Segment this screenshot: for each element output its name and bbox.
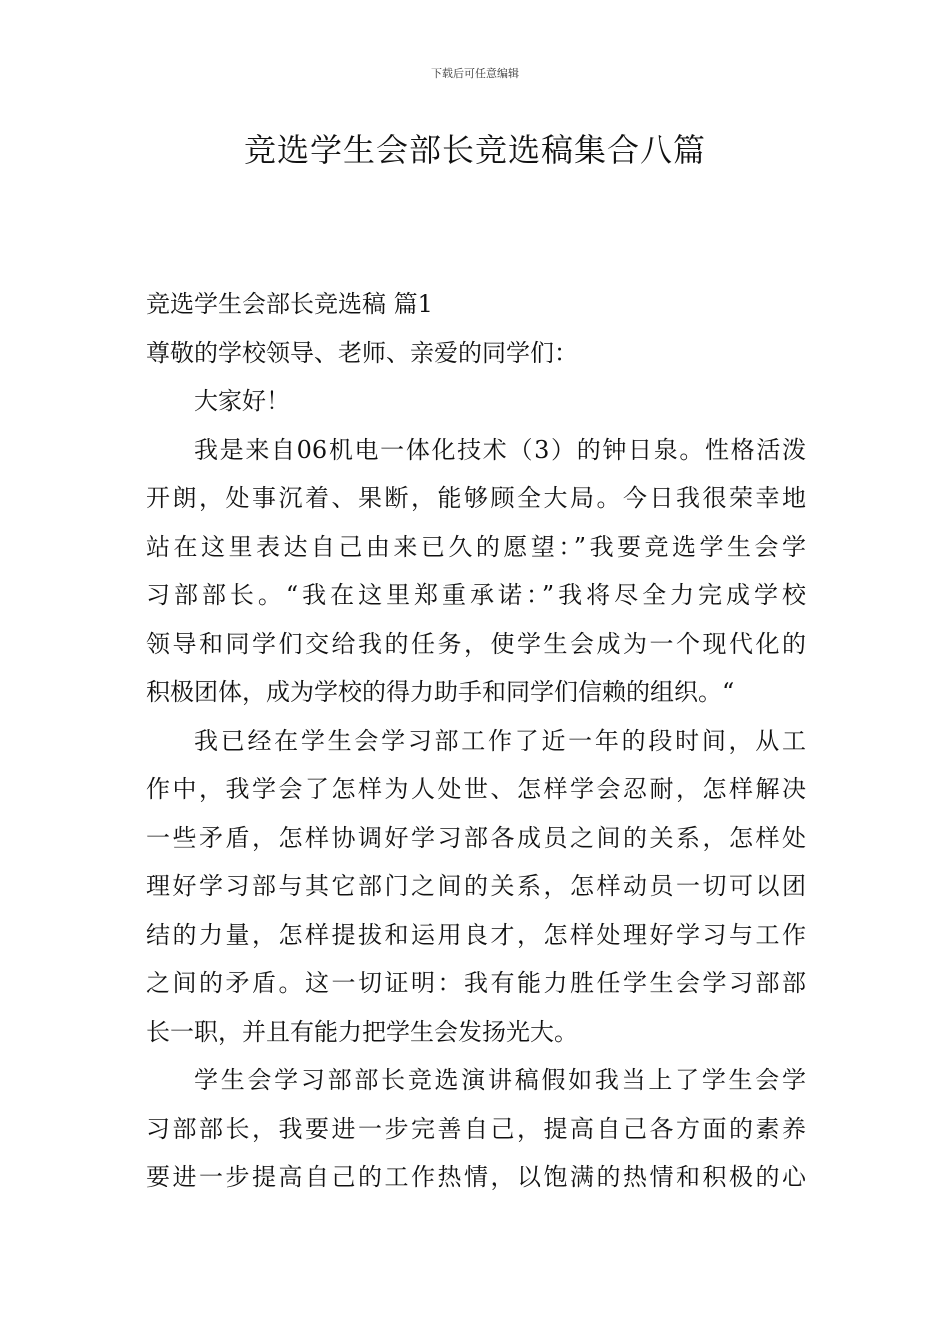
paragraph-line: 领导和同学们交给我的任务，使学生会成为一个现代化的	[146, 629, 806, 658]
paragraph-line: 结的力量，怎样提拔和运用良才，怎样处理好学习与工作	[146, 920, 806, 949]
paragraph-line: 理好学习部与其它部门之间的关系，怎样动员一切可以团	[146, 872, 806, 900]
document-title: 竞选学生会部长竞选稿集合八篇	[243, 131, 706, 169]
paragraph-line: 长一职，并且有能力把学生会发扬光大。	[146, 1017, 578, 1046]
paragraph-line: 习部部长。“我在这里郑重承诺：”我将尽全力完成学校	[146, 581, 806, 609]
document-body	[146, 280, 806, 1202]
paragraph-line: 我是来自06机电一体化技术（3）的钟日泉。性格活泼	[194, 435, 806, 464]
paragraph-line: 要进一步提高自己的工作热情，以饱满的热情和积极的心	[146, 1163, 806, 1191]
paragraph-line: 作中，我学会了怎样为人处世、怎样学会忍耐，怎样解决	[146, 775, 806, 803]
salutation: 尊敬的学校领导、老师、亲爱的同学们：	[146, 338, 578, 367]
paragraph-line: 之间的矛盾。这一切证明：我有能力胜任学生会学习部部	[146, 969, 806, 997]
section-heading: 竞选学生会部长竞选稿 篇1	[146, 290, 433, 318]
paragraph-line: 积极团体，成为学校的得力助手和同学们信赖的组织。“	[146, 678, 735, 706]
paragraph-line: 开朗，处事沉着、果断，能够顾全大局。今日我很荣幸地	[146, 484, 806, 512]
paragraph-line: 学生会学习部部长竞选演讲稿假如我当上了学生会学	[194, 1066, 806, 1094]
paragraph-line: 站在这里表达自己由来已久的愿望：”我要竞选学生会学	[146, 532, 806, 561]
header-note: 下载后可任意编辑	[431, 67, 519, 80]
paragraph-line: 我已经在学生会学习部工作了近一年的段时间，从工	[194, 726, 806, 755]
paragraph-line: 一些矛盾，怎样协调好学习部各成员之间的关系，怎样处	[146, 823, 806, 852]
paragraph-line: 习部部长，我要进一步完善自己，提高自己各方面的素养	[146, 1114, 806, 1143]
greeting: 大家好！	[194, 387, 290, 415]
